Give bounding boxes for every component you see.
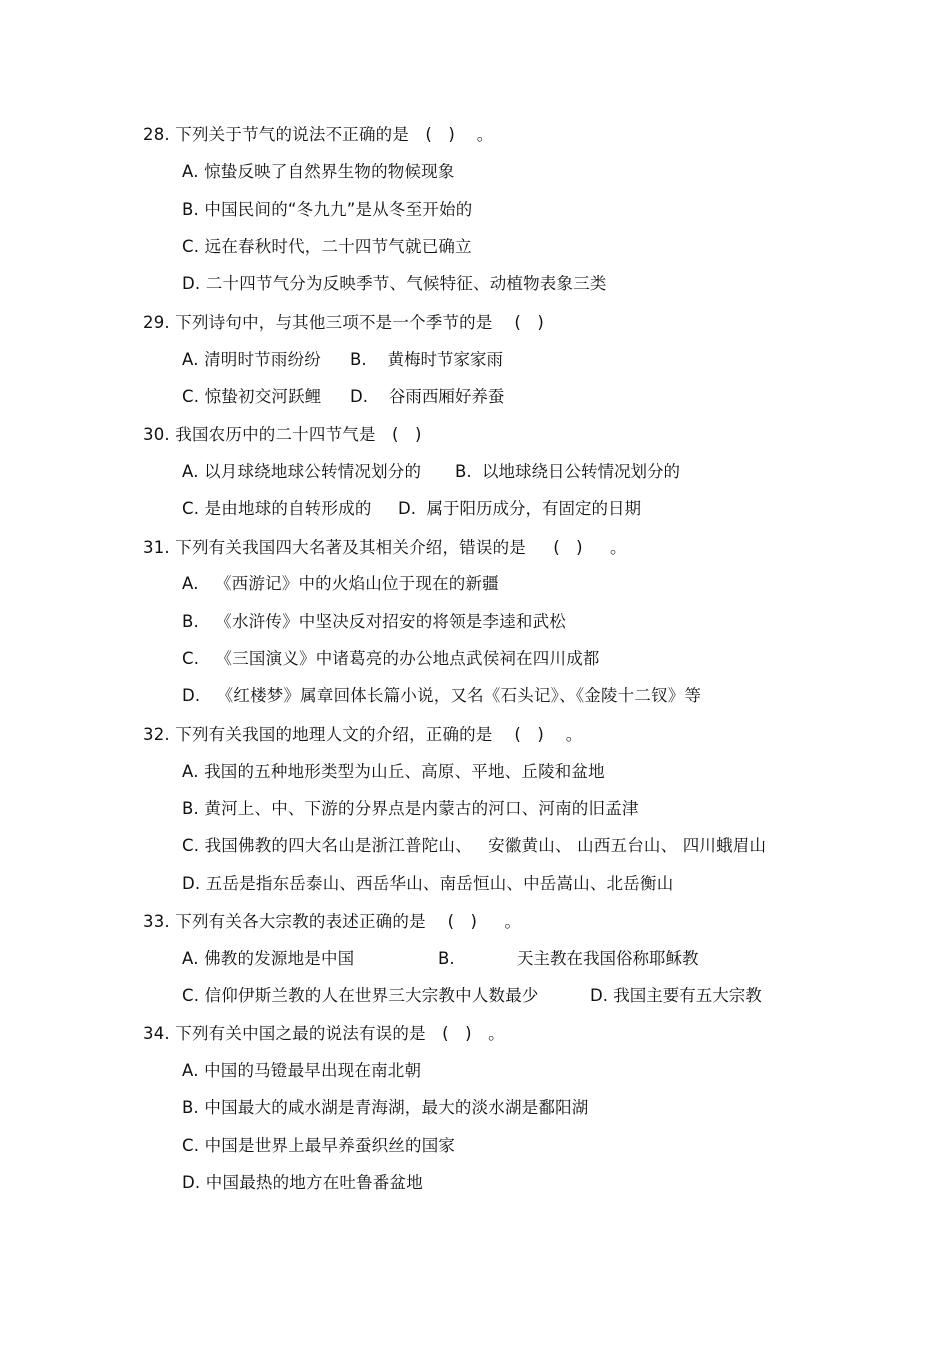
question-30-option-a: A. 以月球绕地球公转情况划分的 — [182, 462, 422, 481]
question-33-option-c: C. 信仰伊斯兰教的人在世界三大宗教中人数最少 — [182, 986, 539, 1005]
question-33-option-b-letter: B. — [438, 949, 455, 968]
question-30-option-b: B. 以地球绕日公转情况划分的 — [455, 462, 681, 481]
question-33-option-b-text: 天主教在我国俗称耶稣教 — [517, 949, 699, 968]
question-30-option-d: D. 属于阳历成分，有固定的日期 — [398, 499, 641, 518]
question-30-option-c: C. 是由地球的自转形成的 — [182, 499, 372, 518]
question-31-stem: 31. 下列有关我国四大名著及其相关介绍，错误的是 ( ) 。 — [143, 538, 627, 557]
question-32-option-d: D. 五岳是指东岳泰山、西岳华山、南岳恒山、中岳嵩山、北岳衡山 — [182, 874, 674, 893]
question-32-option-a: A. 我国的五种地形类型为山丘、高原、平地、丘陵和盆地 — [182, 762, 605, 781]
question-31-option-a: A. 《西游记》中的火焰山位于现在的新疆 — [182, 574, 499, 593]
question-34-option-a: A. 中国的马镫最早出现在南北朝 — [182, 1061, 422, 1080]
question-28-option-a: A. 惊蛰反映了自然界生物的物候现象 — [182, 162, 455, 181]
question-32-stem: 32. 下列有关我国的地理人文的介绍，正确的是 ( ) 。 — [143, 725, 583, 744]
question-30-stem: 30. 我国农历中的二十四节气是 ( ) — [143, 425, 422, 444]
question-33-option-a: A. 佛教的发源地是中国 — [182, 949, 355, 968]
question-34-option-b: B. 中国最大的咸水湖是青海湖，最大的淡水湖是鄱阳湖 — [182, 1098, 589, 1117]
question-28-stem: 28. 下列关于节气的说法不正确的是 ( ) 。 — [143, 125, 494, 144]
question-28-option-c: C. 远在春秋时代，二十四节气就已确立 — [182, 237, 472, 256]
question-29-stem: 29. 下列诗句中，与其他三项不是一个季节的是 ( ) — [143, 313, 544, 332]
question-29-option-c: C. 惊蛰初交河跃鲤 — [182, 387, 322, 406]
question-34-stem: 34. 下列有关中国之最的说法有误的是 ( ) 。 — [143, 1024, 505, 1043]
question-28-option-d: D. 二十四节气分为反映季节、气候特征、动植物表象三类 — [182, 274, 607, 293]
question-34-option-d: D. 中国最热的地方在吐鲁番盆地 — [182, 1173, 423, 1192]
question-29-option-a: A. 清明时节雨纷纷 — [182, 350, 321, 369]
question-29-option-d: D. 谷雨西厢好养蚕 — [350, 387, 505, 406]
question-32-option-c: C. 我国佛教的四大名山是浙江普陀山、 安徽黄山、 山西五台山、 四川蛾眉山 — [182, 836, 767, 855]
question-32-option-b: B. 黄河上、中、下游的分界点是内蒙古的河口、河南的旧孟津 — [182, 799, 639, 818]
question-29-option-b: B. 黄梅时节家家雨 — [350, 350, 504, 369]
question-28-option-b: B. 中国民间的“冬九九”是从冬至开始的 — [182, 200, 473, 219]
question-33-stem: 33. 下列有关各大宗教的表述正确的是 ( ) 。 — [143, 912, 522, 931]
question-31-option-b: B. 《水浒传》中坚决反对招安的将领是李逵和武松 — [182, 612, 566, 631]
question-31-option-d: D. 《红楼梦》属章回体长篇小说，又名《石头记》、《金陵十二钗》等 — [182, 686, 702, 705]
question-31-option-c: C. 《三国演义》中诸葛亮的办公地点武侯祠在四川成都 — [182, 649, 600, 668]
question-34-option-c: C. 中国是世界上最早养蚕织丝的国家 — [182, 1136, 456, 1155]
question-33-option-d: D. 我国主要有五大宗教 — [590, 986, 762, 1005]
